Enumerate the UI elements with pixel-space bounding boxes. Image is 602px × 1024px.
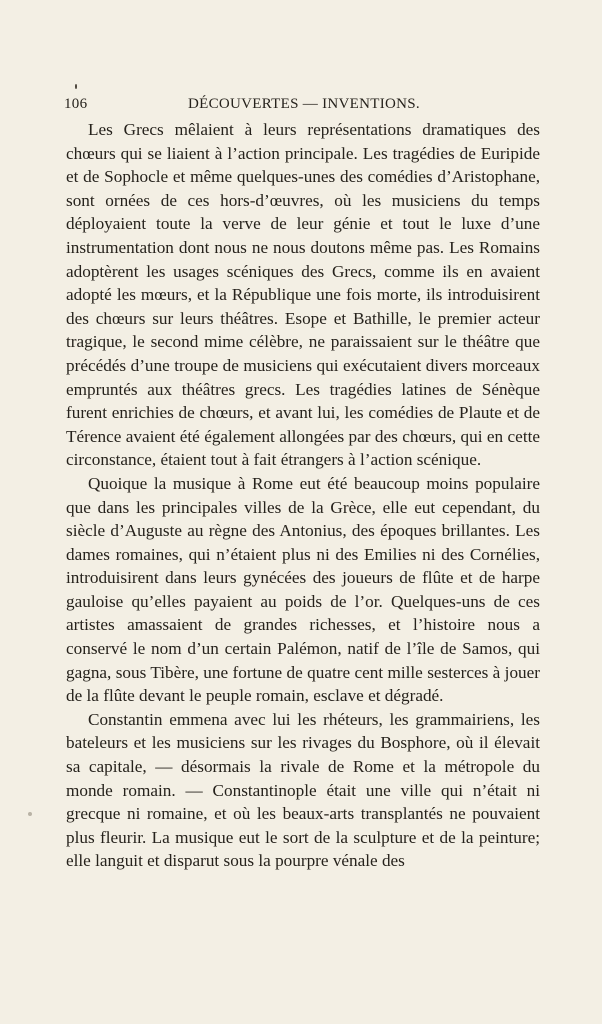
- page-header: [64, 96, 544, 118]
- paragraph: Constantin emmena avec lui les rhéteurs, les grammairiens, les bateleurs et les musiciens sur les rivages du Bosphore, où il élevait sa capitale, — désormais la rivale de Rome et la métropole du monde romain. — Constantinople était une ville qui n’était ni grecque ni romaine, et où les beaux-arts transplantés ne pouvaient plus fleurir. La musique eut le sort de la sculpture et de la peinture; elle languit et disparut sous la pourpre vénale des: [66, 709, 540, 871]
- page-number: 106: [64, 96, 88, 112]
- paper-speck: [75, 84, 77, 89]
- paragraph: Les Grecs mêlaient à leurs représentations dramatiques des chœurs qui se liaient à l’action principale. Les tragédies de Euripide et de Sophocle et même quelques-unes des comédies d’Aristophane, sont ornées de ces hors-d’œuvres, où les musiciens du temps déployaient toute la verve de leur génie et tout le luxe d’une instrumentation dont nous ne nous doutons même pas. Les Romains adoptèrent les usages scéniques des Grecs, comme ils en avaient adopté les mœurs, et la République une fois morte, ils introduisirent des chœurs sur leurs théâtres. Esope et Bathille, le premier acteur tragique, le second mime célèbre, ne paraissaient sur le théâtre que précédés d’une troupe de musiciens qui exécutaient divers morceaux empruntés aux théâtres grecs. Les tragédies latines de Sénèque furent enrichies de chœurs, et avant lui, les comédies de Plaute et de Térence avaient été également allongées par des chœurs, qui en cette circonstance, étaient tout à fait étrangers à l’action scénique.: [66, 120, 540, 470]
- paper-speck: [28, 812, 32, 816]
- body-text: [66, 118, 540, 873]
- running-title: DÉCOUVERTES — INVENTIONS.: [187, 96, 420, 112]
- paragraph: Quoique la musique à Rome eut été beaucoup moins populaire que dans les principales villes de la Grèce, elle eut cependant, du siècle d’Auguste au règne des Antonius, des époques brillantes. Les dames romaines, qui n’étaient plus ni des Emilies ni des Cornélies, introduisirent dans leurs gynécées des joueurs de flûte et de harpe gauloise qu’elles payaient au poids de l’or. Quelques-uns de ces artistes amassaient de grandes richesses, et l’histoire nous a conservé le nom d’un certain Palémon, natif de l’île de Samos, qui gagna, sous Tibère, une fortune de quatre cent mille sesterces à jouer de la flûte devant le peuple romain, esclave et dégradé.: [66, 473, 540, 706]
